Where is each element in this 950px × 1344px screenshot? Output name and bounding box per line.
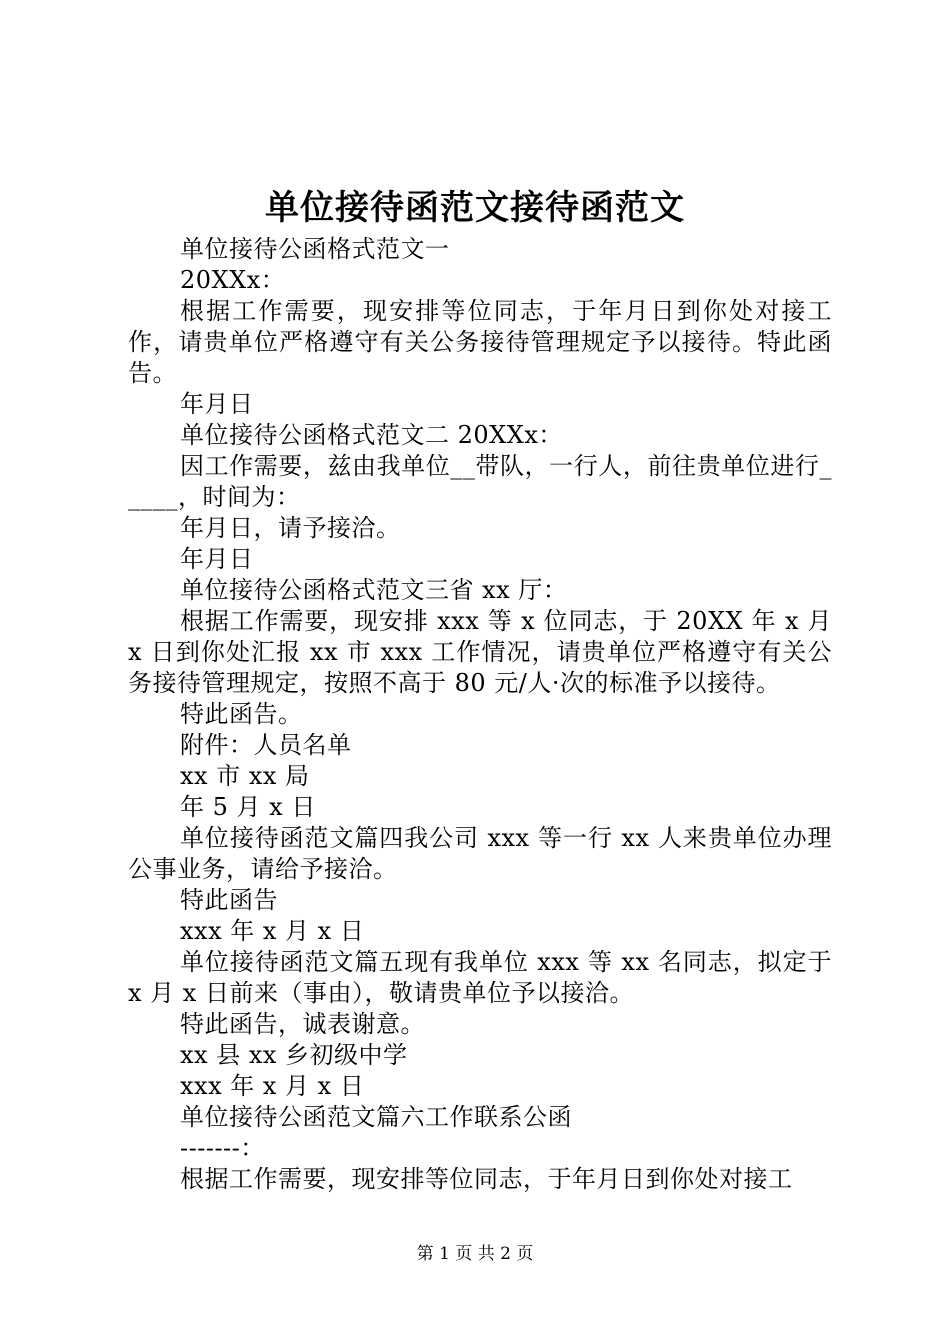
paragraph: xx 市 xx 局: [180, 762, 310, 790]
paragraph: 年月日: [180, 545, 254, 573]
paragraph: 年月日，请予接洽。: [180, 514, 401, 542]
paragraph: 单位接待公函格式范文三省 xx 厅：: [180, 576, 568, 604]
document-body: [128, 234, 841, 1195]
paragraph: 因工作需要，兹由我单位__带队，一行人，前往贵单位进行_____，时间为：: [128, 452, 832, 511]
paragraph: 单位接待函范文篇五现有我单位 xxx 等 xx 名同志，拟定于 x 月 x 日前来（事由），敬请贵单位予以接洽。: [128, 948, 841, 1007]
paragraph: 根据工作需要，现安排 xxx 等 x 位同志，于 20XX 年 x 月 x 日到你处汇报 xx 市 xxx 工作情况，请贵单位严格遵守有关公务接待管理规定，按照不高于 80 元/人·次的标准予以接待。: [128, 607, 841, 697]
paragraph: 单位接待公函范文篇六工作联系公函: [180, 1103, 572, 1131]
paragraph: xxx 年 x 月 x 日: [180, 1072, 365, 1100]
paragraph: 单位接待公函格式范文二 20XXx：: [180, 421, 563, 449]
paragraph: 根据工作需要，现安排等位同志，于年月日到你处对接工: [180, 1165, 793, 1193]
paragraph: -------：: [180, 1134, 265, 1162]
paragraph: 特此函告。: [180, 700, 303, 728]
paragraph: 单位接待公函格式范文一: [180, 235, 450, 263]
paragraph: xx 县 xx 乡初级中学: [180, 1041, 408, 1069]
paragraph: 附件：人员名单: [180, 731, 352, 759]
paragraph: 单位接待函范文篇四我公司 xxx 等一行 xx 人来贵单位办理公事业务，请给予接洽。: [128, 824, 832, 883]
paragraph: 年月日: [180, 390, 254, 418]
page-number-footer: 第 1 页 共 2 页: [416, 1244, 534, 1264]
document-title: 单位接待函范文接待函范文: [265, 188, 685, 228]
paragraph: 根据工作需要，现安排等位同志，于年月日到你处对接工作，请贵单位严格遵守有关公务接待管理规定予以接待。特此函告。: [128, 297, 832, 387]
paragraph: 特此函告: [180, 886, 278, 914]
paragraph: 20XXx：: [180, 266, 286, 294]
paragraph: 特此函告，诚表谢意。: [180, 1010, 425, 1038]
paragraph: 年 5 月 x 日: [180, 793, 316, 821]
paragraph: xxx 年 x 月 x 日: [180, 917, 365, 945]
